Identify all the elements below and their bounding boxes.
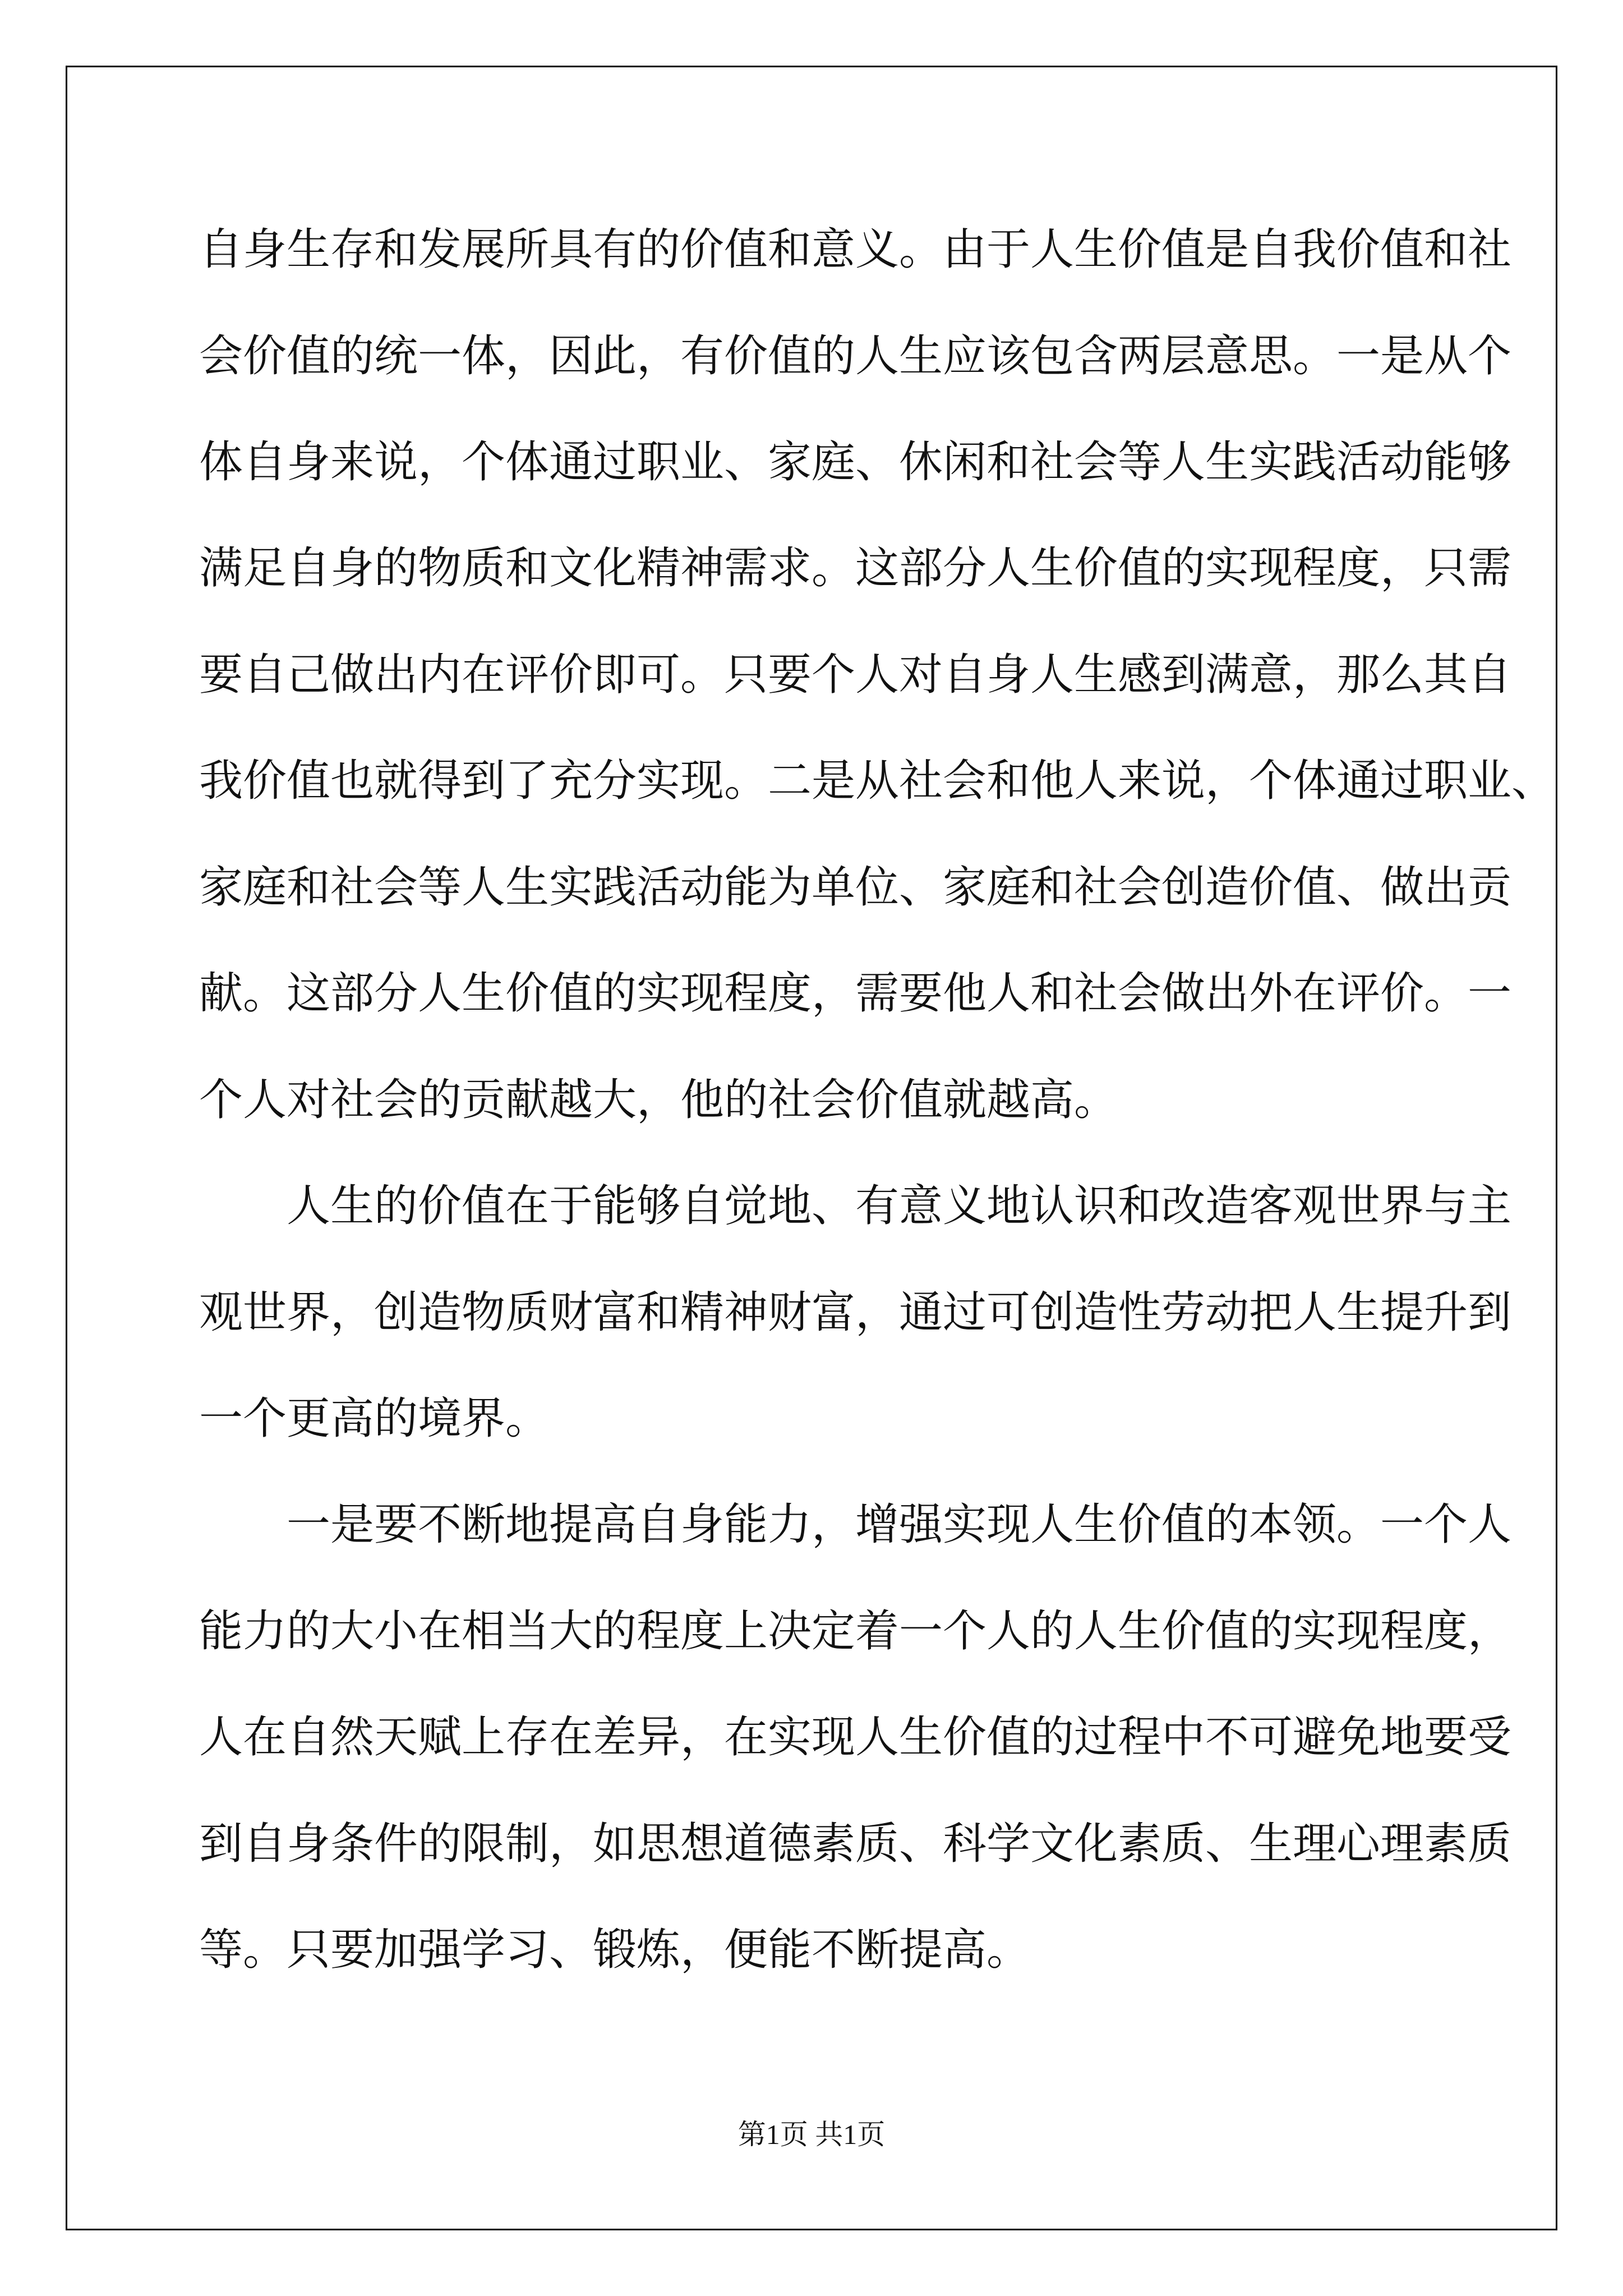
paragraph-1-line-8: 献。这部分人生价值的实现程度，需要他人和社会做出外在评价。一 [199, 968, 1512, 1019]
paragraph-2-line-2: 观世界，创造物质财富和精神财富，通过可创造性劳动把人生提升到 [199, 1287, 1512, 1338]
paragraph-1-line-7: 家庭和社会等人生实践活动能为单位、家庭和社会创造价值、做出贡 [199, 862, 1512, 913]
paragraph-1-line-5: 要自己做出内在评价即可。只要个人对自身人生感到满意，那么其自 [199, 650, 1512, 700]
paragraph-1-line-9: 个人对社会的贡献越大，他的社会价值就越高。 [199, 1075, 1118, 1125]
paragraph-2-line-1: 人生的价值在于能够自觉地、有意义地认识和改造客观世界与主 [287, 1181, 1512, 1231]
paragraph-3-line-5: 等。只要加强学习、锻炼，便能不断提高。 [199, 1925, 1031, 1975]
paragraph-1-line-2: 会价值的统一体，因此，有价值的人生应该包含两层意思。一是从个 [199, 331, 1512, 381]
paragraph-2-line-3: 一个更高的境界。 [199, 1393, 550, 1444]
paragraph-3-line-3: 人在自然天赋上存在差异，在实现人生价值的过程中不可避免地要受 [199, 1712, 1512, 1763]
paragraph-1-line-6: 我价值也就得到了充分实现。二是从社会和他人来说，个体通过职业、 [199, 756, 1556, 806]
paragraph-3-line-4: 到自身条件的限制，如思想道德素质、科学文化素质、生理心理素质 [199, 1819, 1512, 1869]
paragraph-1-line-3: 体自身来说，个体通过职业、家庭、休闲和社会等人生实践活动能够 [199, 437, 1512, 487]
paragraph-1-line-1: 自身生存和发展所具有的价值和意义。由于人生价值是自我价值和社 [199, 224, 1512, 275]
page-border [66, 66, 1557, 2230]
page-number-footer: 第1页 共1页 [737, 2119, 886, 2150]
paragraph-1-line-4: 满足自身的物质和文化精神需求。这部分人生价值的实现程度，只需 [199, 543, 1512, 593]
paragraph-3-line-1: 一是要不断地提高自身能力，增强实现人生价值的本领。一个人 [287, 1499, 1512, 1550]
paragraph-3-line-2: 能力的大小在相当大的程度上决定着一个人的人生价值的实现程度， [199, 1606, 1512, 1657]
